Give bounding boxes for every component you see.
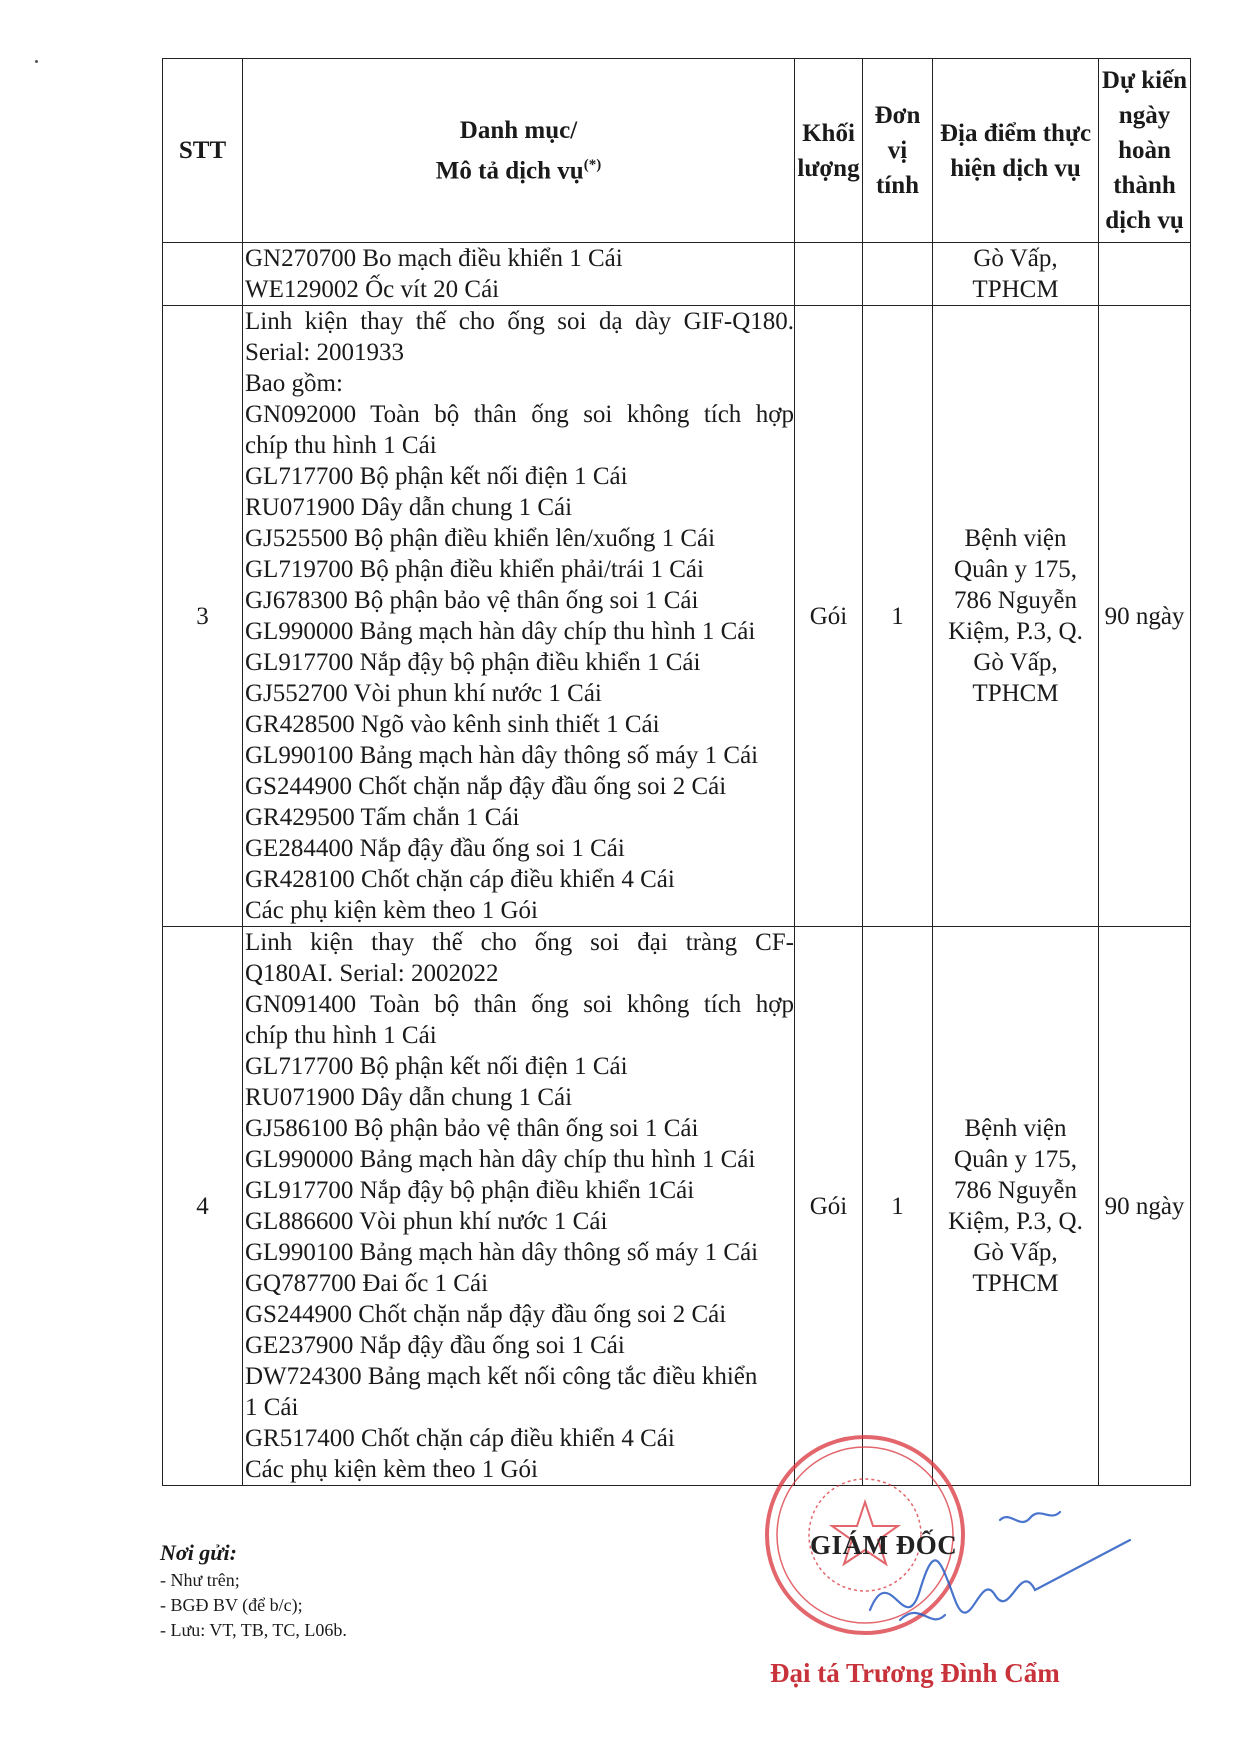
table-header-row (163, 59, 1191, 243)
cell-stt: 4 (163, 927, 243, 1486)
cell-description: GN270700 Bo mạch điều khiển 1 Cái WE129002 Ốc vít 20 Cái (243, 243, 795, 306)
recipients-title: Nơi gửi: (160, 1540, 237, 1565)
recipient-item: - Lưu: VT, TB, TC, L06b. (160, 1620, 347, 1640)
cell-unit (863, 243, 933, 306)
signature-title: GIÁM ĐỐC (810, 1530, 958, 1560)
table-row (163, 306, 1191, 927)
header-due: Dự kiến ngày hoàn thành dịch vụ (1099, 59, 1191, 243)
cell-unit: 1 (863, 927, 933, 1486)
cell-description: Linh kiện thay thế cho ống soi dạ dày GIF-Q180. Serial: 2001933 Bao gồm: GN092000 Toàn bộ thân ống soi không tích hợp chíp thu hình 1 Cái GL717700 Bộ phận kết nối điện 1 Cái RU071900 Dây dẫn chung 1 Cái GJ525500 Bộ phận điều khiển lên/xuống 1 Cái GL719700 Bộ phận điều khiển phải/trái 1 Cái GJ678300 Bộ phận bảo vệ thân ống soi 1 Cái GL990000 Bảng mạch hàn dây chíp thu hình 1 Cái GL917700 Nắp đậy bộ phận điều khiển 1 Cái GJ552700 Vòi phun khí nước 1 Cái GR428500 Ngõ vào kênh sinh thiết 1 Cái GL990100 Bảng mạch hàn dây thông số máy 1 Cái GS244900 Chốt chặn nắp đậy đầu ống soi 2 Cái GR429500 Tấm chắn 1 Cái GE284400 Nắp đậy đầu ống soi 1 Cái GR428100 Chốt chặn cáp điều khiển 4 Cái Các phụ kiện kèm theo 1 Gói (243, 306, 795, 927)
signatory-name: Đại tá Trương Đình Cẩm (770, 1658, 1060, 1688)
cell-due (1099, 243, 1191, 306)
recipient-item: - BGĐ BV (để b/c); (160, 1595, 303, 1615)
cell-quantity: Gói (795, 306, 863, 927)
recipient-item: - Như trên; (160, 1570, 240, 1590)
cell-description: Linh kiện thay thế cho ống soi đại tràng CF- Q180AI. Serial: 2002022 GN091400 Toàn bộ thân ống soi không tích hợp chíp thu hình 1 Cái GL717700 Bộ phận kết nối điện 1 Cái RU071900 Dây dẫn chung 1 Cái GJ586100 Bộ phận bảo vệ thân ống soi 1 Cái GL990000 Bảng mạch hàn dây chíp thu hình 1 Cái GL917700 Nắp đậy bộ phận điều khiển 1Cái GL886600 Vòi phun khí nước 1 Cái GL990100 Bảng mạch hàn dây thông số máy 1 Cái GQ787700 Đai ốc 1 Cái GS244900 Chốt chặn nắp đậy đầu ống soi 2 Cái GE237900 Nắp đậy đầu ống soi 1 Cái DW724300 Bảng mạch kết nối công tắc điều khiển 1 Cái GR517400 Chốt chặn cáp điều khiển 4 Cái Các phụ kiện kèm theo 1 Gói (243, 927, 795, 1486)
cell-stt: 3 (163, 306, 243, 927)
cell-due: 90 ngày (1099, 306, 1191, 927)
cell-location: Bệnh viện Quân y 175, 786 Nguyễn Kiệm, P.3, Q. Gò Vấp, TPHCM (933, 927, 1099, 1486)
cell-quantity: Gói (795, 927, 863, 1486)
cell-quantity (795, 243, 863, 306)
table-row-continued (163, 243, 1191, 306)
header-description: Danh mục/ Mô tả dịch vụ(*) (243, 59, 795, 243)
recipients-block (160, 1540, 347, 1643)
cell-stt (163, 243, 243, 306)
header-unit: Đơn vị tính (863, 59, 933, 243)
cell-location: Bệnh viện Quân y 175, 786 Nguyễn Kiệm, P.3, Q. Gò Vấp, TPHCM (933, 306, 1099, 927)
scan-dot (35, 60, 38, 63)
handwritten-signature-icon (860, 1500, 1140, 1640)
header-location: Địa điểm thực hiện dịch vụ (933, 59, 1099, 243)
header-stt: STT (163, 59, 243, 243)
table-row (163, 927, 1191, 1486)
cell-unit: 1 (863, 306, 933, 927)
header-quantity: Khối lượng (795, 59, 863, 243)
service-table (162, 58, 1191, 1486)
cell-location: Gò Vấp, TPHCM (933, 243, 1099, 306)
cell-due: 90 ngày (1099, 927, 1191, 1486)
